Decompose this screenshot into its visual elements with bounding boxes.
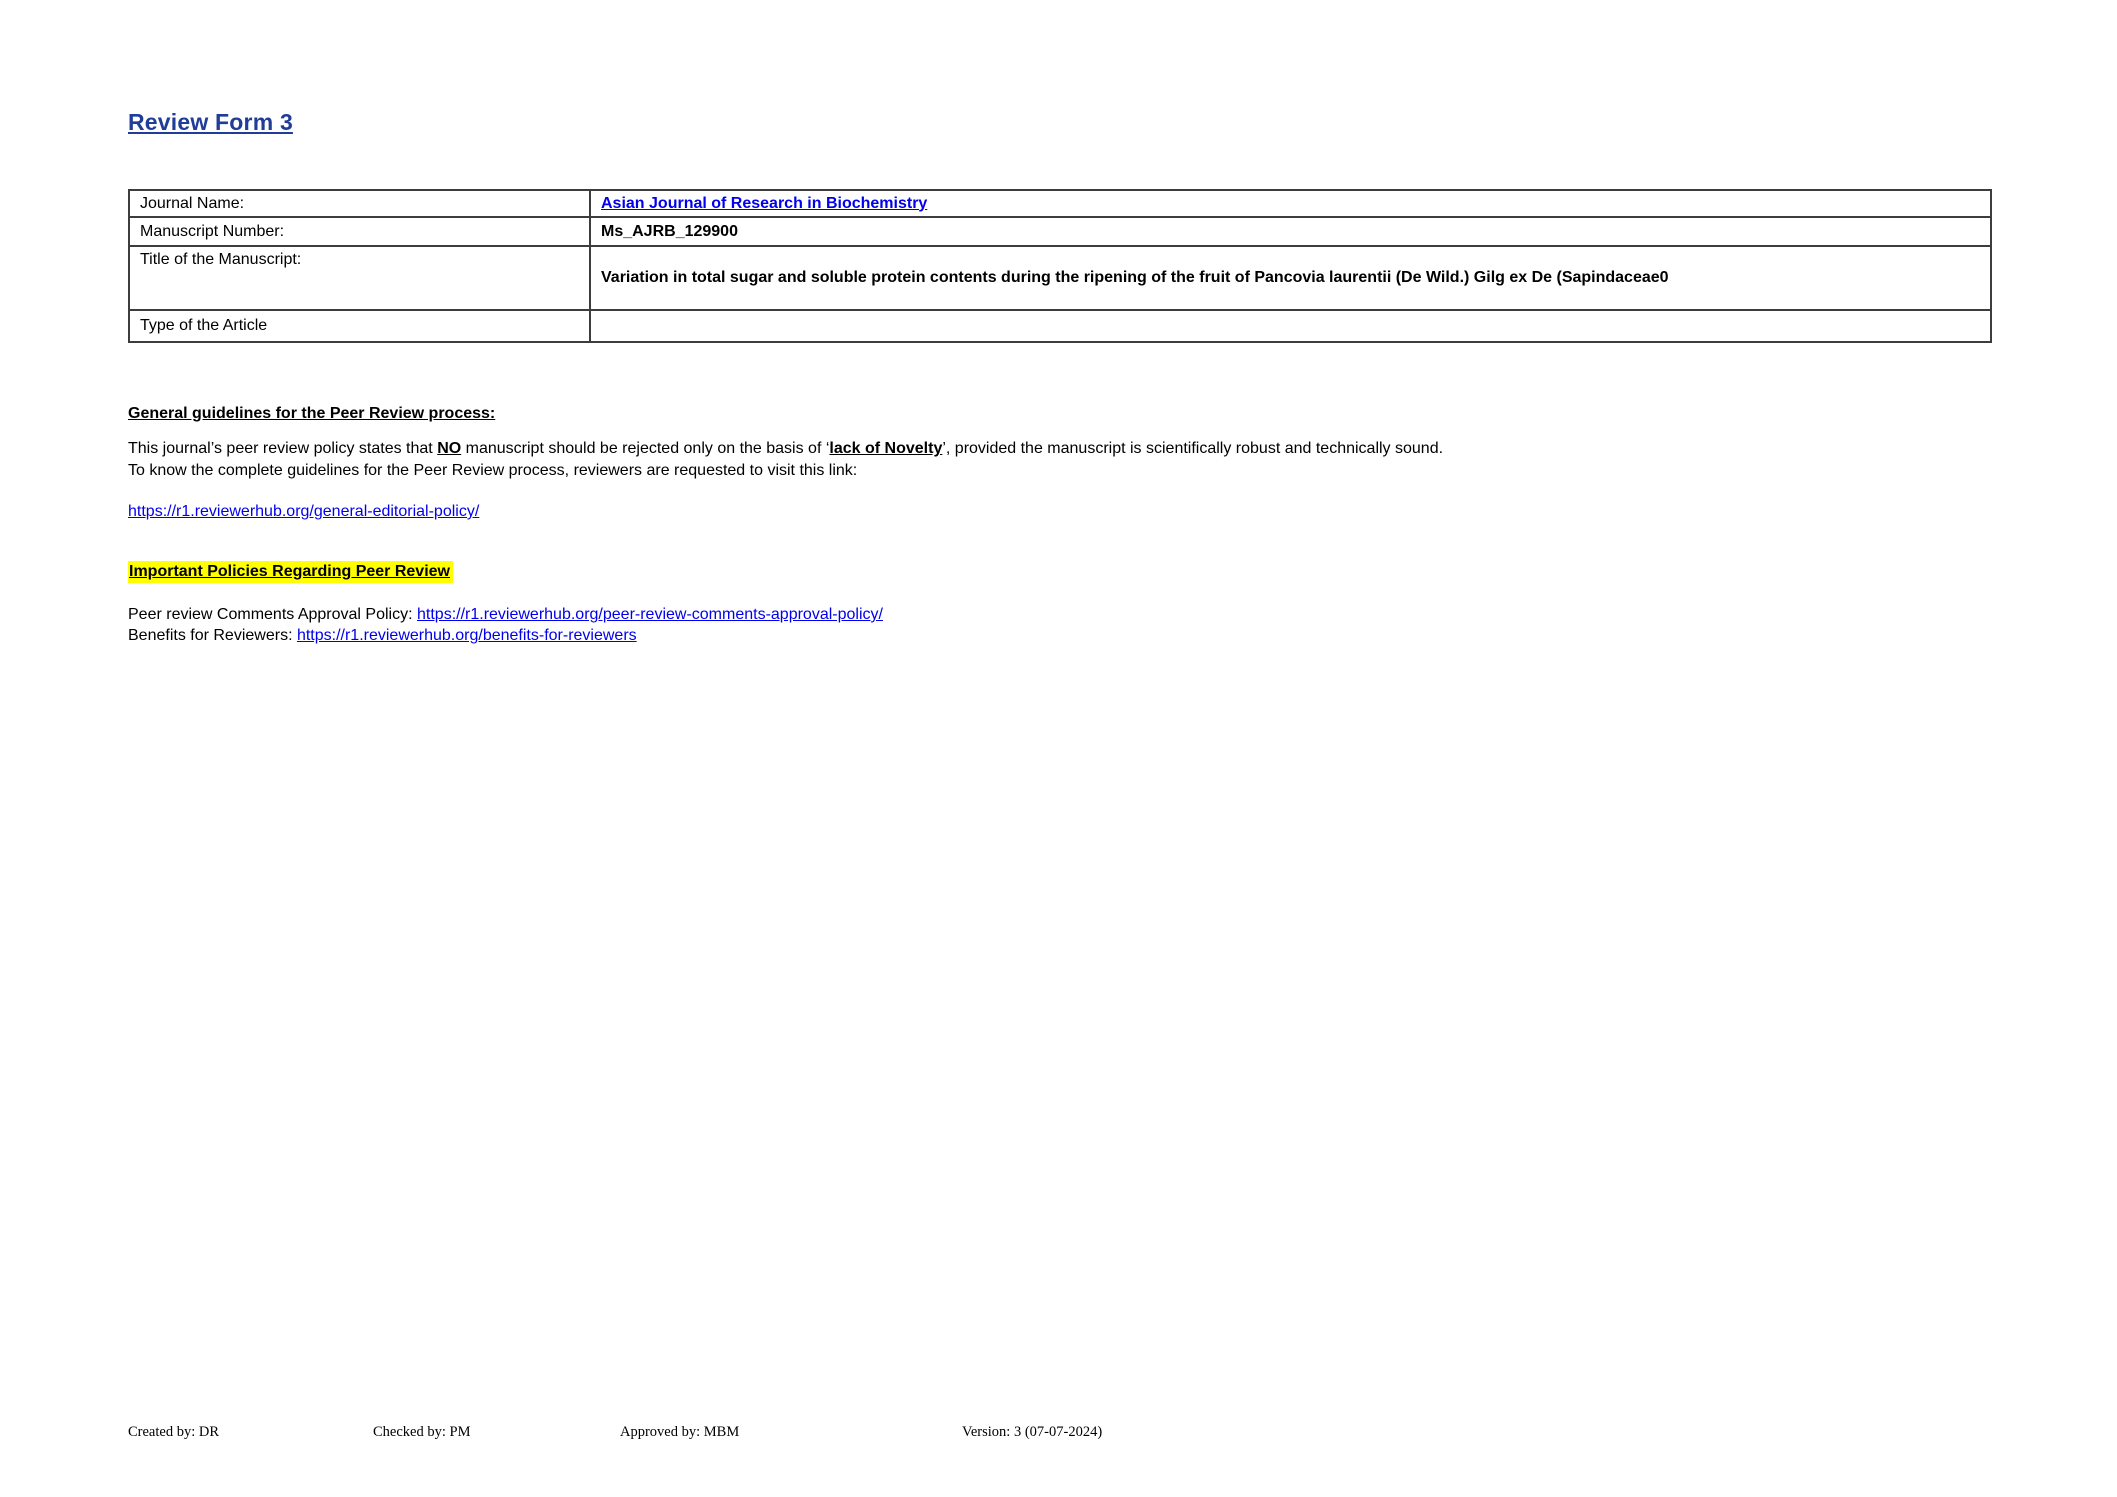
policies-links-block (128, 604, 883, 646)
no-emphasis: NO (437, 440, 462, 457)
guidelines-line-1 (128, 438, 1948, 460)
benefits-for-reviewers-link[interactable]: https://r1.reviewerhub.org/benefits-for-reviewers (296, 627, 637, 644)
footer-created-by: Created by: DR (128, 1424, 220, 1440)
comments-approval-policy-label: Peer review Comments Approval Policy: (128, 606, 417, 623)
footer-approved-by: Approved by: MBM (620, 1424, 740, 1440)
guidelines-paragraph (128, 438, 1948, 482)
article-type-value (590, 310, 1991, 342)
table-row-journal-name (129, 190, 1991, 217)
journal-name-link[interactable]: Asian Journal of Research in Biochemistry (601, 194, 928, 212)
editorial-policy-line (128, 502, 479, 522)
general-editorial-policy-link[interactable]: https://r1.reviewerhub.org/general-editorial-policy/ (128, 503, 480, 520)
manuscript-number-value: Ms_AJRB_129900 (590, 217, 1991, 246)
comments-approval-policy-line (128, 604, 883, 625)
footer-version: Version: 3 (07-07-2024) (962, 1424, 1103, 1440)
benefits-for-reviewers-line (128, 625, 883, 646)
benefits-for-reviewers-label: Benefits for Reviewers: (128, 627, 297, 644)
manuscript-title-label: Title of the Manuscript: (129, 246, 590, 310)
journal-name-label: Journal Name: (129, 190, 590, 217)
manuscript-title-value: Variation in total sugar and soluble protein contents during the ripening of the fruit of Pancovia laurentii (De Wild.) Gilg ex De (Sapindaceae0 (590, 246, 1991, 310)
guidelines-text-start: This journal’s peer review policy states that (128, 440, 438, 457)
table-row-manuscript-title (129, 246, 1991, 310)
page-title: Review Form 3 (128, 109, 293, 135)
manuscript-number-label: Manuscript Number: (129, 217, 590, 246)
manuscript-info-table (128, 189, 1992, 343)
lack-of-novelty-emphasis: lack of Novelty (829, 440, 943, 457)
important-policies-heading (128, 561, 453, 582)
peer-review-comments-approval-policy-link[interactable]: https://r1.reviewerhub.org/peer-review-comments-approval-policy/ (417, 606, 883, 623)
journal-name-cell (590, 190, 1991, 217)
footer-checked-by: Checked by: PM (373, 1424, 471, 1440)
guidelines-line-2: To know the complete guidelines for the Peer Review process, reviewers are requested to visit this link: (128, 462, 858, 479)
guidelines-text-end: ’, provided the manuscript is scientifically robust and technically sound. (942, 440, 1444, 457)
important-policies-heading-text: Important Policies Regarding Peer Review (128, 561, 453, 583)
guidelines-text-middle: manuscript should be rejected only on the basis of ‘ (461, 440, 830, 457)
table-row-manuscript-number (129, 217, 1991, 246)
guidelines-heading: General guidelines for the Peer Review process: (128, 405, 496, 422)
table-row-article-type (129, 310, 1991, 342)
article-type-label: Type of the Article (129, 310, 590, 342)
